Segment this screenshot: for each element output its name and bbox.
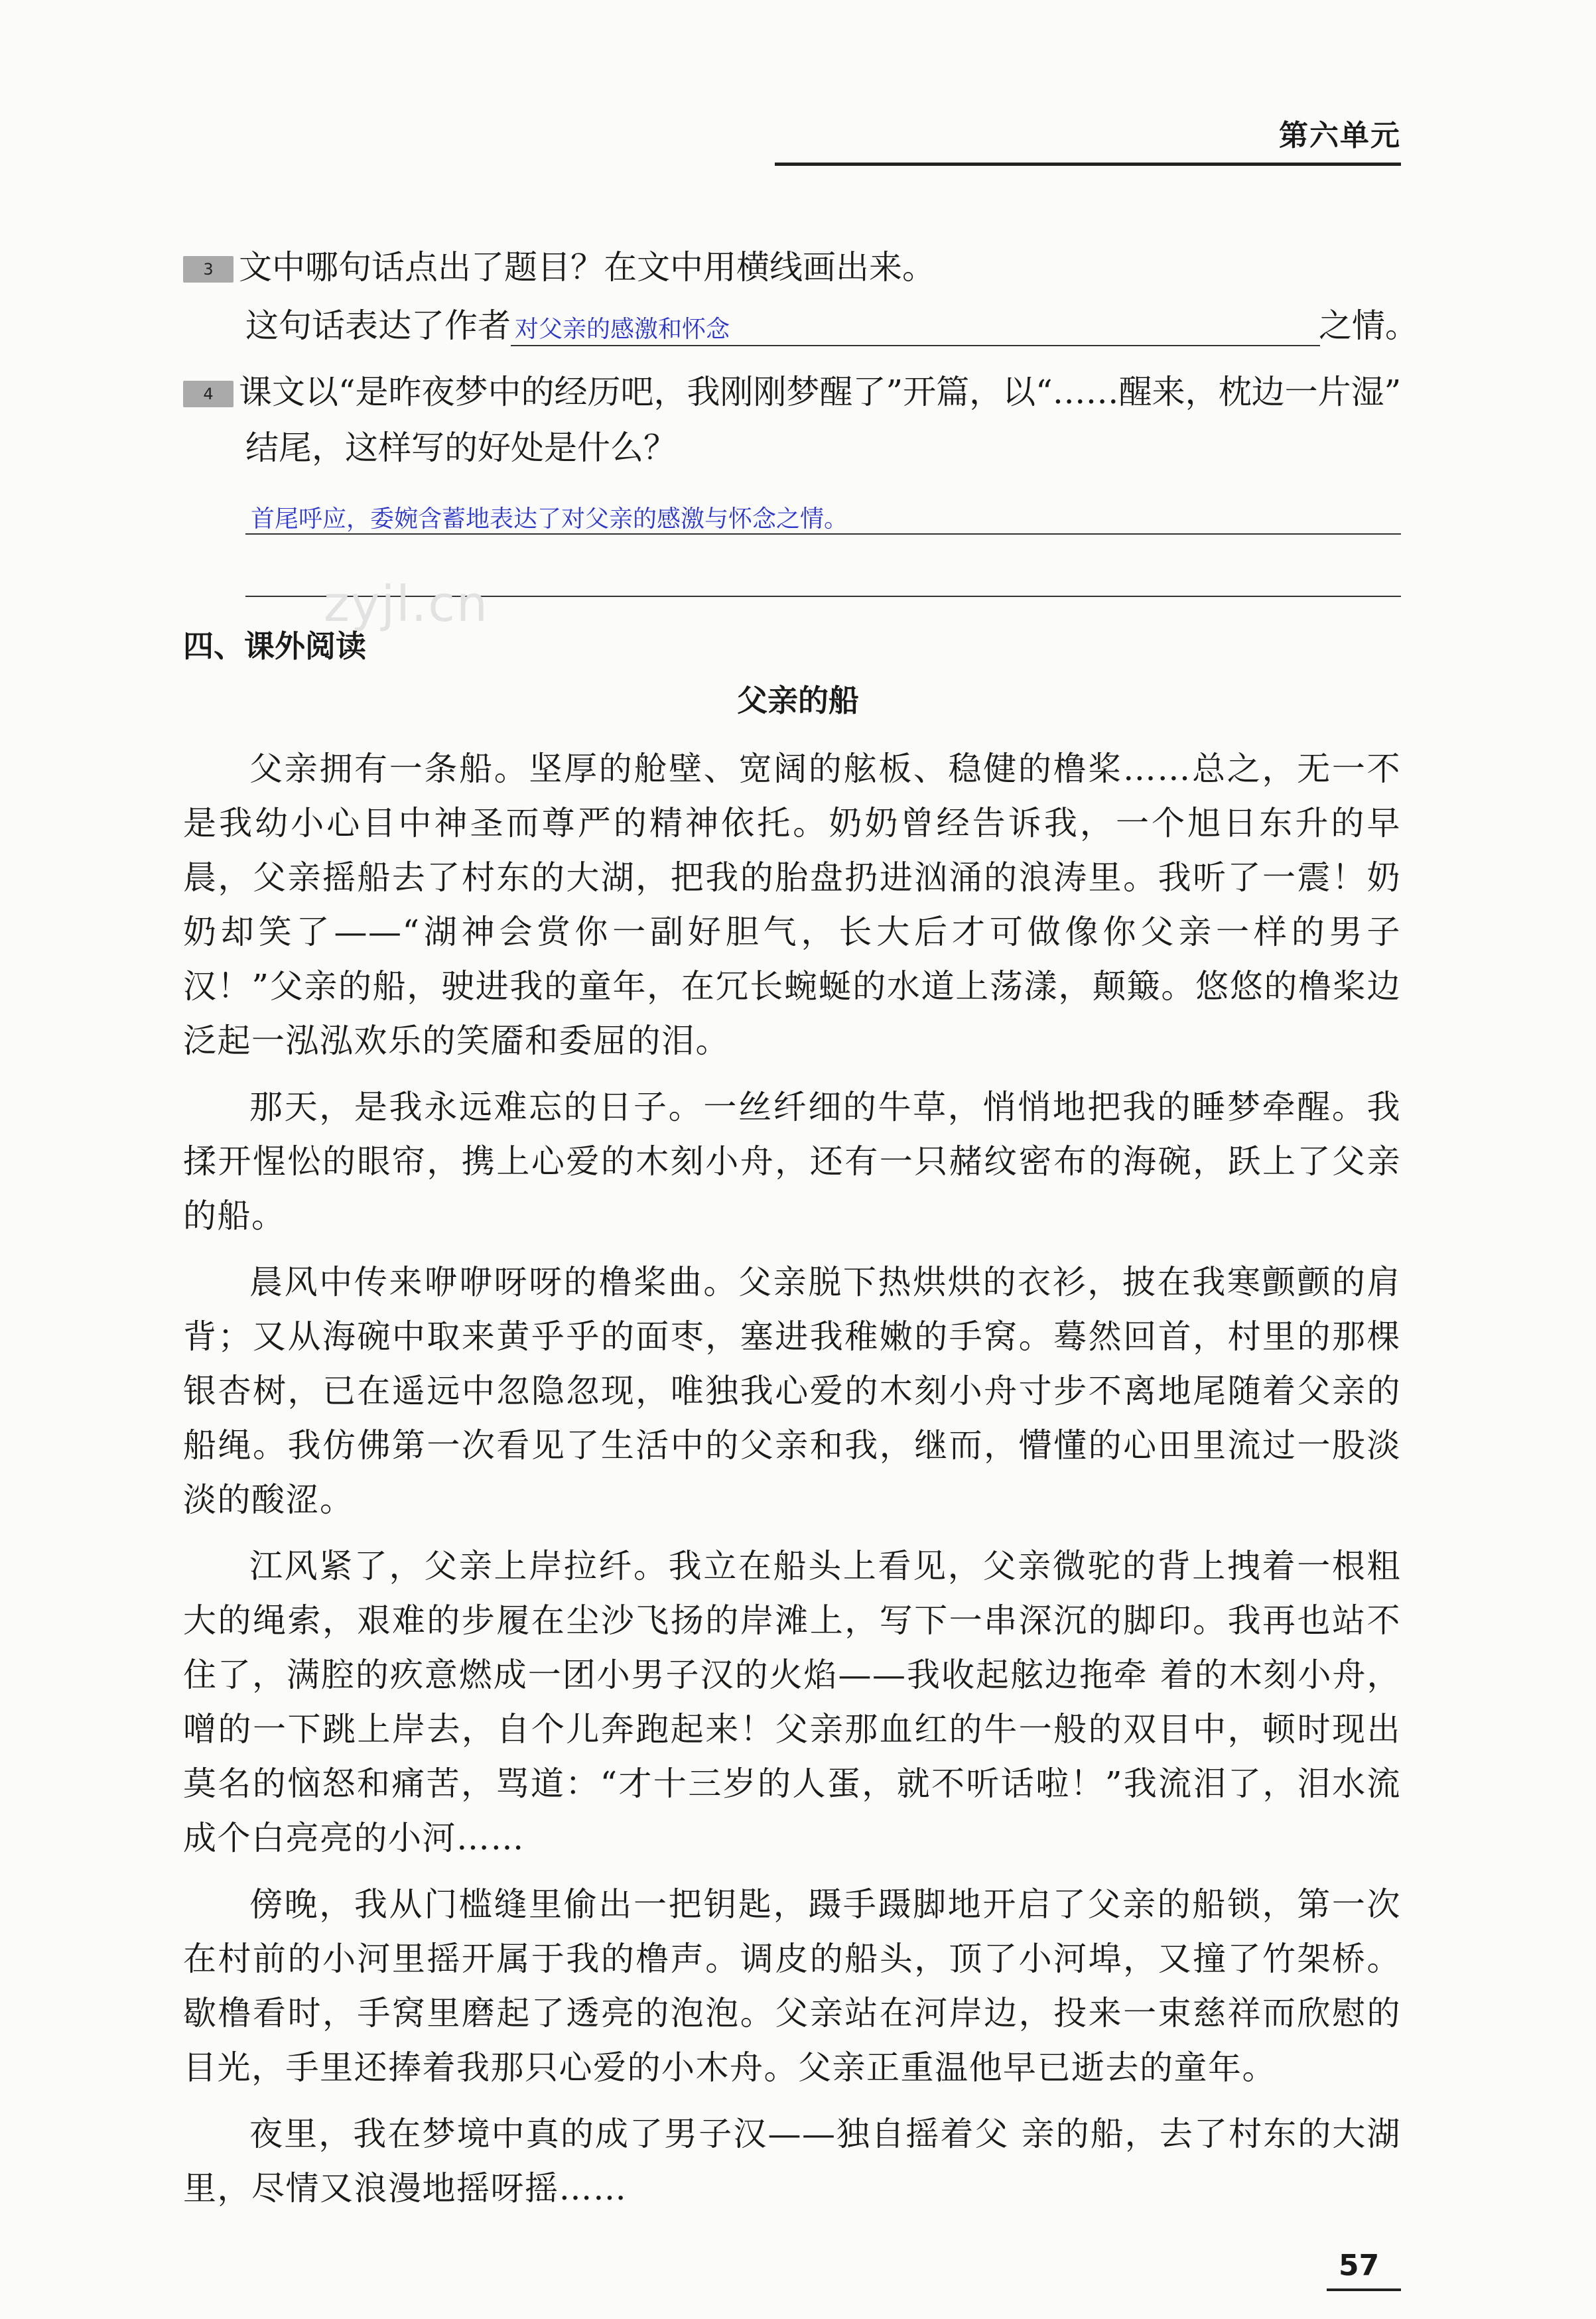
question-number-badge: 3 [183,256,233,283]
question-text: 课文以“是昨夜梦中的经历吧，我刚刚梦醒了”开篇，以“……醒来，枕边一片湿” [239,373,1402,411]
page-number-rule [1327,2288,1401,2291]
article-body [183,742,1401,2227]
article-paragraph: 夜里，我在梦境中真的成了男子汉——独自摇着父 亲的船，去了村东的大湖里，尽情又浪漫地摇呀摇…… [183,2115,1401,2208]
header-rule [775,163,1401,166]
question-4-line2: 结尾，这样写的好处是什么？ [245,429,677,467]
page-number: 57 [1339,2249,1380,2283]
unit-title: 第六单元 [1279,119,1401,153]
answer-text: 对父亲的感激和怀念 [515,316,730,343]
question-text: 文中哪句话点出了题目？在文中用横线画出来。 [239,248,935,287]
article-paragraph: 江风紧了，父亲上岸拉纤。我立在船头上看见，父亲微驼的背上拽着一根粗大的绳索，艰难的步履在尘沙飞扬的岸滩上，写下一串深沉的脚印。我再也站不住了，满腔的疚意燃成一团小男子汉的火焰——我收起舷边拖牵 着的木刻小舟，噌的一下跳上岸去，自个儿奔跑起来！父亲那血红的牛一般的双目中，顿时现出莫名的恼怒和痛苦，骂道：“才十三岁的人蛋，就不听话啦！”我流泪了，泪水流成个白亮亮的小河…… [183,1547,1401,1857]
article-title: 父亲的船 [737,683,859,718]
watermark: zyjl.cn [324,576,489,633]
article-paragraph: 晨风中传来咿咿呀呀的橹桨曲。父亲脱下热烘烘的衣衫，披在我寒颤颤的肩背；又从海碗中取来黄乎乎的面枣，塞进我稚嫩的手窝。蓦然回首，村里的那棵银杏树，已在遥远中忽隐忽现，唯独我心爱的木刻小舟寸步不离地尾随着父亲的船绳。我仿佛第一次看见了生活中的父亲和我，继而，懵懂的心田里流过一股淡淡的酸涩。 [183,1263,1401,1519]
section-title: 四、课外阅读 [183,628,366,664]
answer-fill-line [511,345,1320,346]
article-paragraph: 那天，是我永远难忘的日子。一丝纤细的牛草，悄悄地把我的睡梦牵醒。我揉开惺忪的眼帘，携上心爱的木刻小舟，还有一只赭纹密布的海碗，跃上了父亲的船。 [183,1088,1401,1235]
question-3-line2-prefix: 这句话表达了作者 [245,306,511,345]
article-paragraph: 傍晚，我从门槛缝里偷出一把钥匙，蹑手蹑脚地开启了父亲的船锁，第一次在村前的小河里摇开属于我的橹声。调皮的船头，顶了小河埠，又撞了竹架桥。歇橹看时，手窝里磨起了透亮的泡泡。父亲站在河岸边，投来一束慈祥而欣慰的目光，手里还捧着我那只心爱的小木舟。父亲正重温他早已逝去的童年。 [183,1885,1401,2087]
question-number-badge: 4 [183,381,233,407]
question-3 [183,244,935,291]
question-4 [183,369,1401,415]
answer-fill-line [245,533,1401,535]
question-3-line2-suffix: 之情。 [1319,306,1418,345]
answer-text: 首尾呼应，委婉含蓄地表达了对父亲的感激与怀念之情。 [251,505,848,533]
article-paragraph: 父亲拥有一条船。坚厚的舱壁、宽阔的舷板、稳健的橹桨……总之，无一不是我幼小心目中神圣而尊严的精神依托。奶奶曾经告诉我，一个旭日东升的早晨，父亲摇船去了村东的大湖，把我的胎盘扔进汹涌的浪涛里。我听了一震！奶奶却笑了——“湖神会赏你一副好胆气，长大后才可做像你父亲一样的男子汉！”父亲的船，驶进我的童年，在冗长蜿蜒的水道上荡漾，颠簸。悠悠的橹桨边泛起一泓泓欢乐的笑靥和委屈的泪。 [183,750,1401,1060]
